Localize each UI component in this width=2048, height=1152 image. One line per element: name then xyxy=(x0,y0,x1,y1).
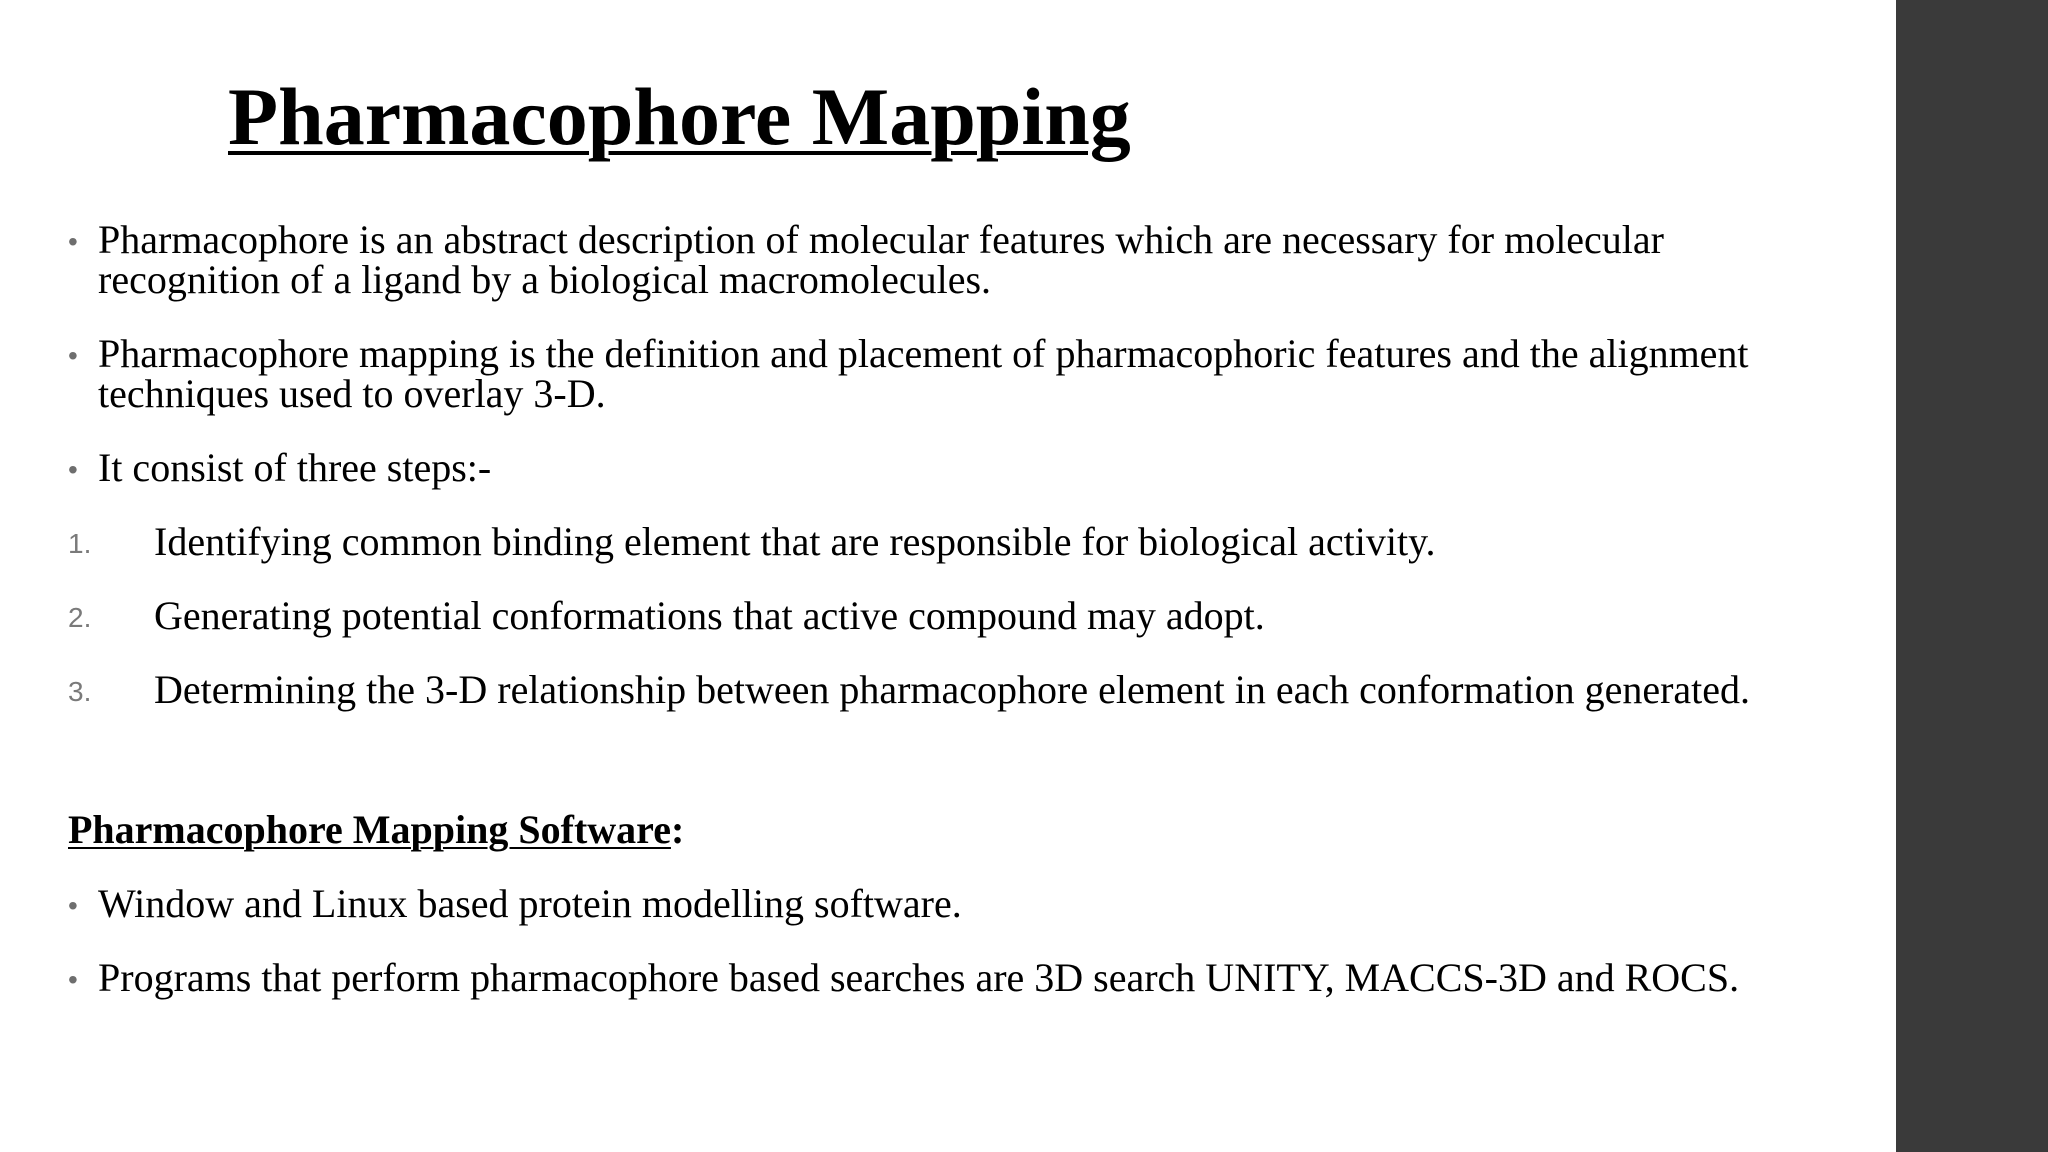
bullet-item xyxy=(68,445,1788,490)
slide-body xyxy=(68,217,1788,1032)
bullet-icon: • xyxy=(68,226,78,257)
software-heading-suffix: : xyxy=(670,807,685,852)
step-item xyxy=(68,593,1788,638)
step-text: Determining the 3-D relationship between pharmacophore element in each conformation generated. xyxy=(154,667,1751,712)
bullet-icon: • xyxy=(68,340,78,371)
step-number: 3. xyxy=(68,676,92,707)
bullet-icon: • xyxy=(68,454,78,485)
spacer xyxy=(68,744,1788,810)
bullet-text: Window and Linux based protein modelling software. xyxy=(98,881,962,926)
bullet-item xyxy=(68,881,1788,926)
bullet-text: Pharmacophore mapping is the definition and placement of pharmacophoric features and the alignment techniques used to overlay 3-D. xyxy=(98,331,1749,416)
software-heading xyxy=(68,807,1788,852)
bullet-text: Programs that perform pharmacophore based searches are 3D search UNITY, MACCS-3D and ROCS. xyxy=(98,955,1740,1000)
bullet-item xyxy=(68,955,1788,1000)
bullet-text: Pharmacophore is an abstract description of molecular features which are necessary for molecular recognition of a ligand by a biological macromolecules. xyxy=(98,217,1664,302)
bullet-text: It consist of three steps:- xyxy=(98,445,492,490)
bullet-icon: • xyxy=(68,964,78,995)
side-bar xyxy=(1896,0,2048,1152)
bullet-icon: • xyxy=(68,890,78,921)
software-heading-text: Pharmacophore Mapping Software xyxy=(68,807,671,852)
bullet-item xyxy=(68,217,1788,302)
step-text: Identifying common binding element that are responsible for biological activity. xyxy=(154,519,1436,564)
slide-title: Pharmacophore Mapping xyxy=(228,71,1131,162)
step-number: 1. xyxy=(68,528,92,559)
step-item xyxy=(68,667,1788,712)
step-text: Generating potential conformations that active compound may adopt. xyxy=(154,593,1265,638)
step-number: 2. xyxy=(68,602,92,633)
step-item xyxy=(68,519,1788,564)
bullet-item xyxy=(68,331,1788,416)
